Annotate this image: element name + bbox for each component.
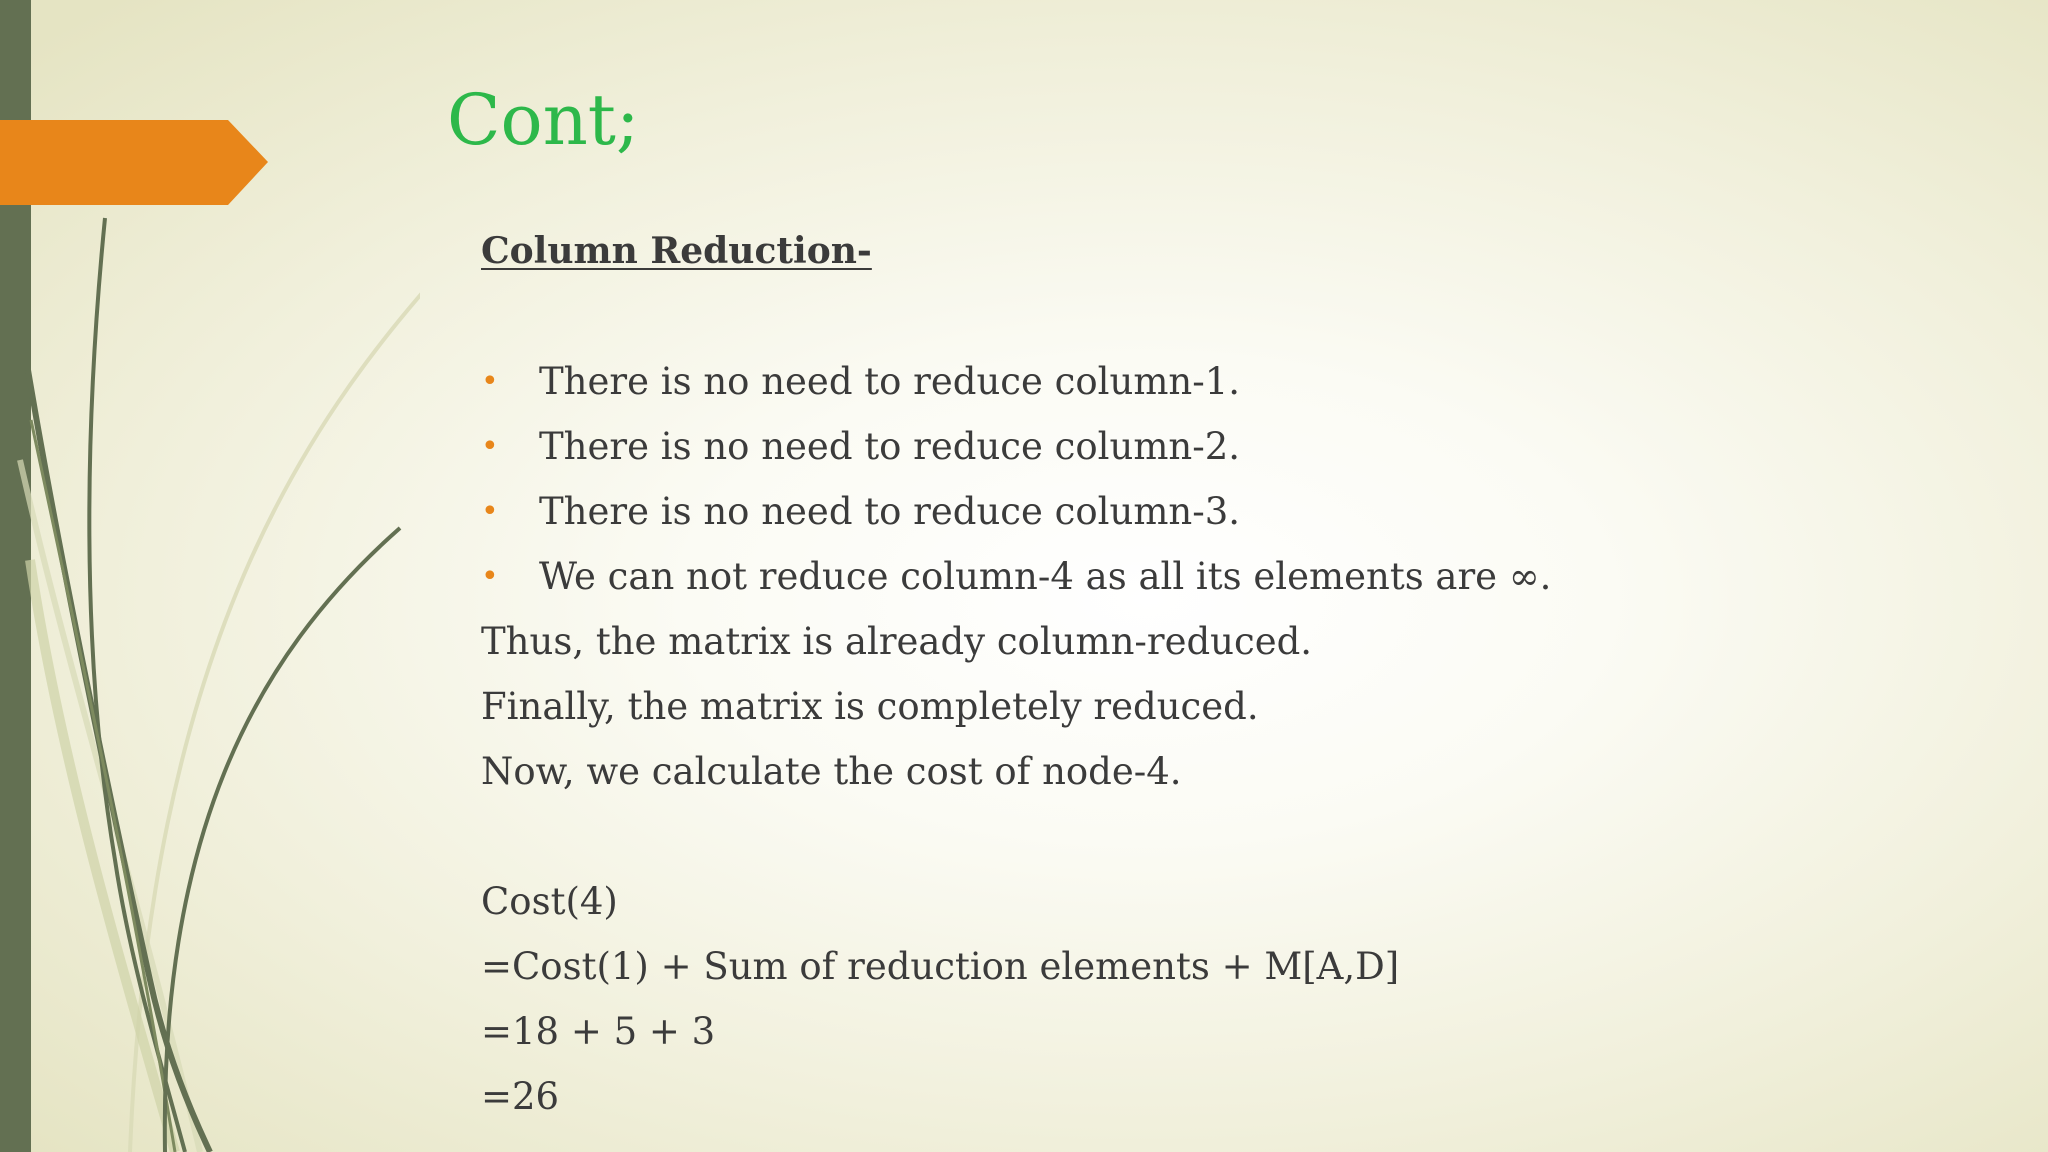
slide-title: Cont;: [447, 79, 640, 161]
orange-arrow-tab: [0, 120, 268, 205]
bullet-text: We can not reduce column-4 as all its elements are ∞.: [539, 555, 1552, 598]
bullet-icon: •: [481, 429, 499, 464]
spacer: [481, 284, 1961, 349]
calculation-line: Cost(4): [481, 880, 618, 923]
bullet-icon: •: [481, 364, 499, 399]
body-line: Finally, the matrix is completely reduced.: [481, 685, 1259, 728]
bullet-item: [481, 349, 1961, 414]
bullet-icon: •: [481, 494, 499, 529]
slide-content: [481, 219, 1961, 1129]
subheading: Column Reduction-: [481, 230, 872, 272]
spacer: [481, 804, 1961, 869]
calculation-line: =18 + 5 + 3: [481, 1010, 716, 1053]
bullet-text: There is no need to reduce column-3.: [539, 490, 1241, 533]
bullet-item: [481, 414, 1961, 479]
calculation-line: =Cost(1) + Sum of reduction elements + M[A,D]: [481, 945, 1400, 988]
bullet-text: There is no need to reduce column-2.: [539, 425, 1241, 468]
calculation-result: =26: [481, 1075, 560, 1118]
bullet-item: [481, 544, 1961, 609]
body-line: Thus, the matrix is already column-reduced.: [481, 620, 1313, 663]
bullet-icon: •: [481, 559, 499, 594]
bullet-text: There is no need to reduce column-1.: [539, 360, 1241, 403]
body-line: Now, we calculate the cost of node-4.: [481, 750, 1182, 793]
bullet-item: [481, 479, 1961, 544]
